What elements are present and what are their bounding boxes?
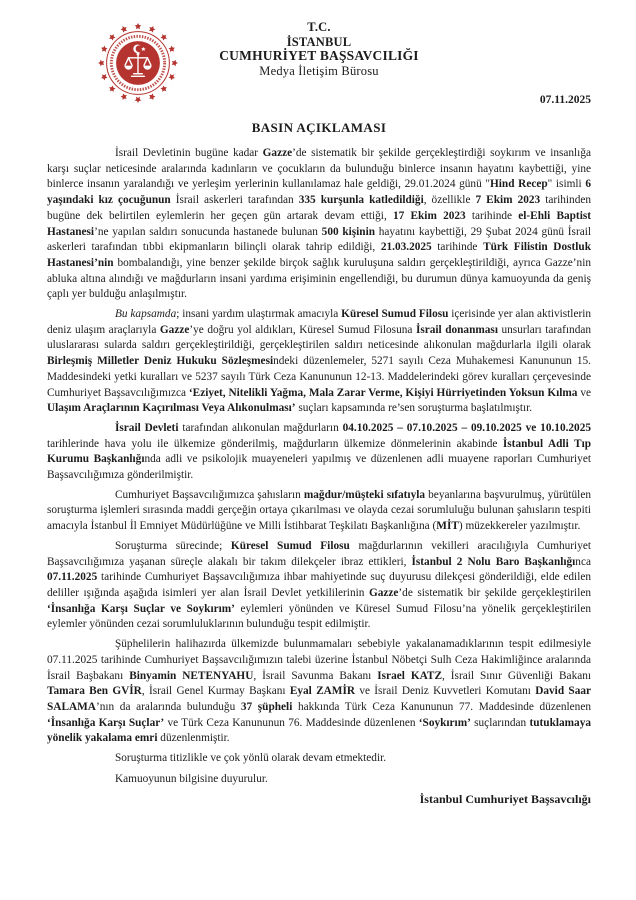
paragraph-3: İsrail Devleti tarafından alıkonulan mağdurların 04.10.2025 – 07.10.2025 – 09.10.2025 ve 10.10.2025 tarihlerinde hava yolu ile ülkemize gönderilmiş, mağdurların ülkemize dönmelerinin akabinde İstanbul Adli Tıp Kurumu Başkanlığında adli ve psikolojik muayeneleri yapılmış ve düzenlenen adli muayene raporları Cumhuriyet Başsavcılığımıza gönderilmiştir.: [47, 421, 592, 482]
paragraph-8: Kamuoyunun bilgisine duyurulur.: [115, 772, 268, 785]
paragraph-7: Soruşturma titizlikle ve çok yönlü olarak devam etmektedir.: [115, 752, 387, 765]
header-city: İSTANBUL: [286, 34, 352, 49]
document-body: [47, 146, 591, 787]
justice-seal-icon: [95, 20, 181, 106]
paragraph-5: Soruşturma sürecinde; Küresel Sumud Filosu mağdurlarının vekilleri aracılığıyla Cumhuriyet Başsavcılığımıza yaşanan süreçle alakalı bir takım dilekçeler ibraz ettikleri, İstanbul 2 Nolu Baro Başkanlığınca 07.11.2025 tarihinde Cumhuriyet Başsavcılığımıza ihbar mahiyetinde suç duyurusu dilekçesi gönderildiği, elde edilen deliller ışığında aşağıda isimleri yer alan İsrail Devlet yetkililerinin Gazze’de sistematik bir şekilde gerçekleştirilen ‘İnsanlığa Karşı Suçlar ve Soykırım’ eylemleri yönünden ve Küresel Sumud Filosu’na yönelik gerçekleştirilen eylemler yönünden cezai sorumluluklarının bulunduğu tespit edilmiştir.: [47, 539, 591, 631]
paragraph-1: İsrail Devletinin bugüne kadar Gazze’de sistematik bir şekilde gerçekleştirdiği soykırım ve insanlığa karşı suçlar neticesinde aralarında kadınların ve çocukların da bulunduğu binlerce insanın hayatını kaybettiği, yine binlerce insanın yaralandığı ve yerleşim yerlerinin kullanılamaz hale geldiği, 29.01.2024 günü "Hind Recep" isimli 6 yaşındaki kız çocuğunun İsrail askerleri tarafından 335 kurşunla katledildiği, özellikle 7 Ekim 2023 tarihinden bugüne dek belirtilen eylemlerin her geçen gün artarak devam ettiği, 17 Ekim 2023 tarihinde el-Ehli Baptist Hastanesi’ne yapılan saldırı sonucunda hastanede bulunan 500 kişinin hayatını kaybettiği, 29 Şubat 2024 günü İsrail askerleri tarafından tıbbi ekipmanların bilinçli olarak tahrip edildiği, 21.03.2025 tarihinde Türk Filistin Dostluk Hastanesi’nin bombalandığı, yine benzer şekilde birçok sağlık kuruluşuna saldırı gerçekleştirildiği, ayrıca Gazze’nin abluka altına alındığı ve mağdurların insani yardıma erişiminin engellendiği, bu durumun dünya kamuoyunda da geniş çaplı yer bulduğu anlaşılmıştır.: [47, 147, 592, 301]
paragraph-2: Bu kapsamda; insani yardım ulaştırmak amacıyla Küresel Sumud Filosu içerisinde yer alan aktivistlerin deniz ulaşım araçlarıyla Gazze’ye doğru yol aldıkları, Küresel Sumud Filosuna İsrail donanması unsurları tarafından uluslararası sularda saldırı gerçekleştirildiği, gerçekleştirilen saldırı neticesinde alıkonulan mağdurlarla ilgili olarak Birleşmiş Milletler Deniz Hukuku Sözleşmesindeki düzenlemeler, 5271 sayılı Ceza Muhakemesi Kanununun 15. Maddesindeki yetki kuralları ve 5237 sayılı Türk Ceza Kanununun 12-13. Maddelerindeki görev kuralları çerçevesinde Cumhuriyet Başsavcılığımızca ‘Eziyet, Nitelikli Yağma, Mala Zarar Verme, Kişiyi Hürriyetinden Yoksun Kılma ve Ulaşım Araçlarının Kaçırılması Veya Alıkonulması’ suçları kapsamında re’sen soruşturma başlatılmıştır.: [47, 308, 592, 415]
paragraph-6: Şüphelilerin halihazırda ülkemizde bulunmamaları sebebiyle yakalanamadıklarının tespit edilmesiyle 07.11.2025 tarihinde Cumhuriyet Başsavcılığımızın talebi üzerine İstanbul Nöbetçi Sulh Ceza Hakimliğince aralarında İsrail Başbakanı Binyamin NETENYAHU, İsrail Savunma Bakanı Israel KATZ, İsrail Sınır Güvenliği Bakanı Tamara Ben GVİR, İsrail Genel Kurmay Başkanı Eyal ZAMİR ve İsrail Deniz Kuvvetleri Komutanı David Saar SALAMA’nın da aralarında bulunduğu 37 şüpheli hakkında Türk Ceza Kanununun 77. Maddesinde düzenlenen ‘İnsanlığa Karşı Suçlar’ ve Türk Ceza Kanununun 76. Maddesinde düzenlenen ‘Soykırım’ suçlarından tutuklamaya yönelik yakalama emri düzenlenmiştir.: [47, 638, 592, 745]
header-bureau: Medya İletişim Bürosu: [259, 63, 379, 78]
document-date: 07.11.2025: [539, 94, 591, 106]
signature: İstanbul Cumhuriyet Başsavcılığı: [419, 792, 591, 807]
header-office: CUMHURİYET BAŞSAVCILIĞI: [219, 48, 419, 63]
document-title: BASIN AÇIKLAMASI: [251, 120, 387, 135]
paragraph-4: Cumhuriyet Başsavcılığımızca şahısların mağdur/müşteki sıfatıyla beyanlarına başvurulmuş, yürütülen soruşturma işlemleri sırasında maddi gerçeğin ortaya çıkarılması ve olayda cezai sorumluluğu bulunan şahısların tespiti amacıyla İstanbul İl Emniyet Müdürlüğüne ve Milli İstihbarat Teşkilatı Başkanlığına (MİT) müzekkereler yazılmıştır.: [47, 488, 591, 533]
header-tc: T.C.: [307, 20, 331, 34]
